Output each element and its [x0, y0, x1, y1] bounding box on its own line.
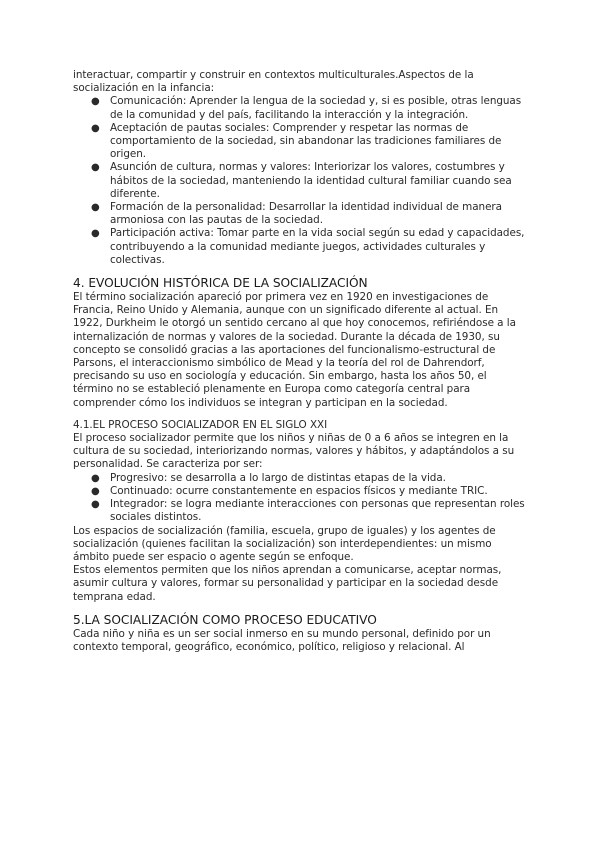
- intro-paragraph: interactuar, compartir y construir en contextos multiculturales.Aspectos de la socialización en la infancia:: [73, 69, 474, 95]
- bullet-icon: ●: [91, 162, 100, 174]
- section-4-1-heading: 4.1.EL PROCESO SOCIALIZADOR EN EL SIGLO XXI: [73, 418, 328, 431]
- bullet-icon: ●: [91, 485, 100, 497]
- traits-list: [73, 472, 529, 525]
- list-item: ● Participación activa: Tomar parte en la vida social según su edad y capacidades, contribuyendo a la comunidad mediante juegos, actividades culturales y colectivas.: [91, 227, 525, 266]
- bullet-icon: ●: [91, 96, 100, 108]
- section-4-1-body: El proceso socializador permite que los niños y niñas de 0 a 6 años se integren en la cultura de su sociedad, interiorizando normas, valores y hábitos, y adaptándolos a su personalidad. Se caracteriza por ser:: [73, 432, 515, 471]
- spaces-paragraph: Los espacios de socialización (familia, escuela, grupo de iguales) y los agentes de socialización (quienes facilitan la socialización) son interdependientes: un mismo ámbito puede ser espacio o agente según se enfoque.: [73, 524, 496, 563]
- document-page: [73, 69, 529, 654]
- bullet-icon: ●: [91, 472, 100, 484]
- section-5-body: Cada niño y niña es un ser social inmerso en su mundo personal, definido por un contexto temporal, geográfico, económico, político, religioso y relacional. Al: [73, 627, 491, 653]
- section-4-heading: 4. EVOLUCIÓN HISTÓRICA DE LA SOCIALIZACIÓN: [73, 276, 368, 291]
- list-item: ● Aceptación de pautas sociales: Comprender y respetar las normas de comportamiento de la sociedad, sin abandonar las tradiciones familiares de origen.: [91, 121, 502, 161]
- list-item: ● Continuado: ocurre constantemente en espacios físicos y mediante TRIC.: [91, 484, 488, 497]
- list-item: ● Integrador: se logra mediante interacciones con personas que representan roles sociales distintos.: [91, 498, 525, 524]
- section-4-body: El término socialización apareció por primera vez en 1920 en investigaciones de Francia, Reino Unido y Alemania, aunque con un significado diferente al actual. En 1922, Durkheim le otorgó un sentido cercano al que hoy conocemos, refiriéndose a la internalización de normas y valores de la sociedad. Durante la década de 1930, su concepto se consolidó gracias a las aportaciones del funcionalismo-estructural de Parsons, el interaccionismo simbólico de Mead y la teoría del rol de Dahrendorf, precisando su uso en sociología y educación. Sin embargo, hasta los años 50, el término no se estableció plenamente en Europa como categoría central para comprender cómo los individuos se integran y participan en la sociedad.: [73, 291, 516, 409]
- bullet-icon: ●: [91, 228, 100, 240]
- bullet-icon: ●: [91, 202, 100, 214]
- elements-paragraph: Estos elementos permiten que los niños aprendan a comunicarse, aceptar normas, asumir cultura y valores, formar su personalidad y participar en la sociedad desde temprana edad.: [73, 564, 502, 603]
- aspects-list: [73, 95, 529, 267]
- bullet-icon: ●: [91, 499, 100, 511]
- list-item: ● Comunicación: Aprender la lengua de la sociedad y, si es posible, otras lenguas de la comunidad y del país, facilitando la interacción y la integración.: [91, 95, 522, 121]
- list-item: ● Formación de la personalidad: Desarrollar la identidad individual de manera armoniosa con las pautas de la sociedad.: [91, 201, 502, 227]
- bullet-icon: ●: [91, 122, 100, 134]
- section-5-heading: 5.LA SOCIALIZACIÓN COMO PROCESO EDUCATIVO: [73, 612, 377, 627]
- list-item: ● Asunción de cultura, normas y valores: Interiorizar los valores, costumbres y hábitos de la sociedad, manteniendo la identidad cultural familiar cuando sea diferente.: [91, 161, 512, 200]
- list-item: ● Progresivo: se desarrolla a lo largo de distintas etapas de la vida.: [91, 471, 446, 484]
